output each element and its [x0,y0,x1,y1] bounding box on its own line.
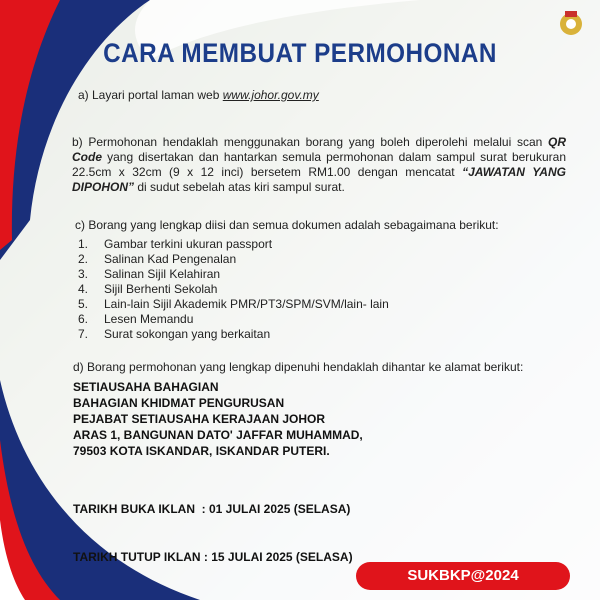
item-text: Surat sokongan yang berkaitan [104,327,271,341]
address-line: SETIAUSAHA BAHAGIAN [73,380,219,394]
list-item [78,282,389,297]
qr-code-text: QR Code [72,135,566,164]
list-item [78,252,389,267]
item-number: 3. [78,267,89,281]
step-b-text: di sudut sebelah atas kiri sampul surat. [134,180,345,194]
dates-block [73,469,353,597]
item-text: Salinan Sijil Kelahiran [104,267,221,281]
address-line: ARAS 1, BANGUNAN DATO' JAFFAR MUHAMMAD, [73,428,363,442]
item-text: Sijil Berhenti Sekolah [104,282,218,296]
step-b [72,135,566,195]
item-number: 1. [78,237,89,251]
list-item [78,312,389,327]
step-b-text: yang disertakan dan hantarkan semula permohonan dalam sampul surat berukuran 22.5cm x 32cm (9 x 12 inci) bersetem RM1.00 dengan mencatat [72,150,566,179]
item-text: Lain-lain Sijil Akademik PMR/PT3/SPM/SVM/lain- lain [104,297,389,311]
step-b-text: b) Permohonan hendaklah menggunakan borang yang boleh diperolehi melalui scan [72,135,548,149]
document-list [78,237,389,342]
step-c-intro: c) Borang yang lengkap diisi dan semua dokumen adalah sebagaimana berikut: [75,218,499,232]
step-d-intro: d) Borang permohonan yang lengkap dipenuhi hendaklah dihantar ke alamat berikut: [73,360,524,374]
list-item [78,327,389,342]
item-number: 4. [78,282,89,296]
list-item [78,237,389,252]
footer-badge: SUKBKP@2024 [356,562,570,590]
address-line: PEJABAT SETIAUSAHA KERAJAAN JOHOR [73,412,326,426]
johor-crest-logo [554,8,588,38]
address-line: 79503 KOTA ISKANDAR, ISKANDAR PUTERI. [73,444,330,458]
item-text: Gambar terkini ukuran passport [104,237,273,251]
jawatan-text: “JAWATAN YANG DIPOHON” [72,165,566,194]
page-title: CARA MEMBUAT PERMOHONAN [103,38,497,68]
item-number: 2. [78,252,89,266]
close-date: TARIKH TUTUP IKLAN : 15 JULAI 2025 (SELASA) [73,550,353,564]
step-a [78,88,319,103]
step-a-text: a) Layari portal laman web [78,88,223,102]
list-item [78,297,389,312]
item-text: Lesen Memandu [104,312,194,326]
website-link[interactable]: www.johor.gov.my [222,88,319,102]
item-number: 6. [78,312,89,326]
item-text: Salinan Kad Pengenalan [104,252,237,266]
open-date: TARIKH BUKA IKLAN : 01 JULAI 2025 (SELASA) [73,502,351,516]
item-number: 5. [78,297,89,311]
address-block [73,379,363,459]
list-item [78,267,389,282]
address-line: BAHAGIAN KHIDMAT PENGURUSAN [73,396,285,410]
item-number: 7. [78,327,89,341]
